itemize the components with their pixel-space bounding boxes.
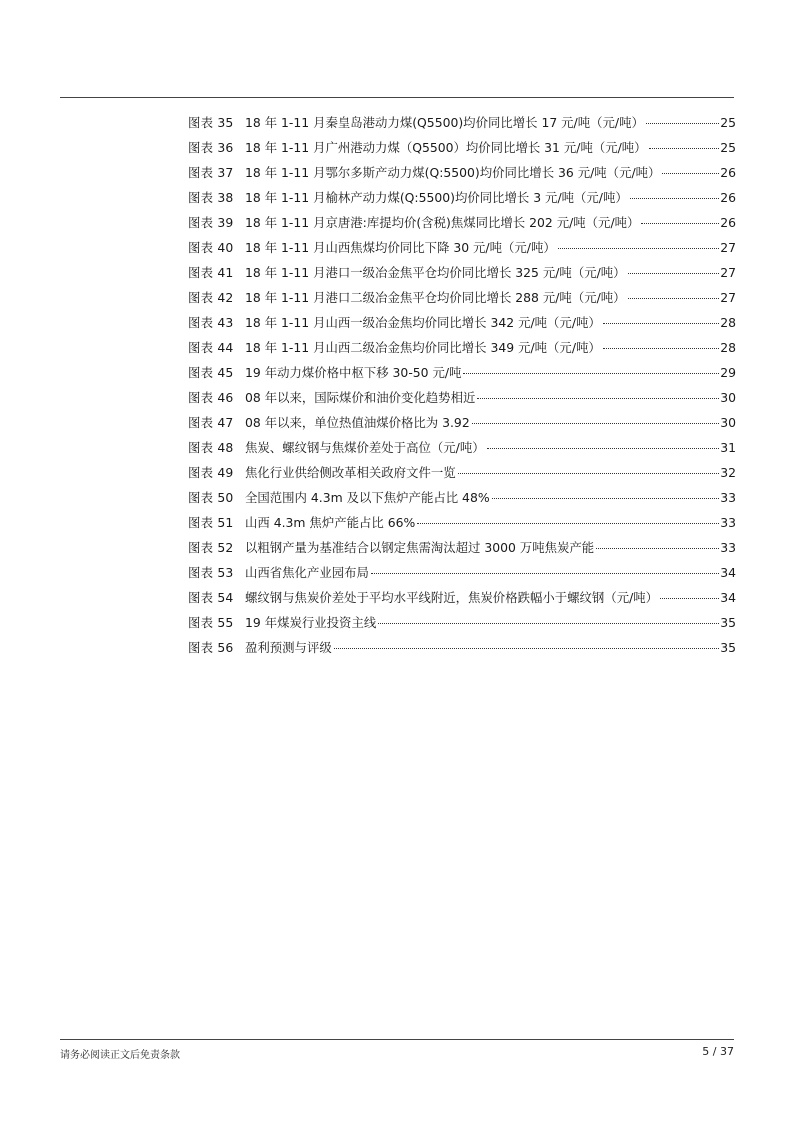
toc-entry[interactable] <box>188 389 736 414</box>
toc-figure-label: 图表 41 <box>188 265 234 280</box>
toc-page-number: 25 <box>720 115 736 130</box>
toc-leader-dots <box>641 223 719 224</box>
toc-figure-label: 图表 51 <box>188 515 234 530</box>
toc-page-number: 28 <box>720 315 736 330</box>
toc-entry[interactable] <box>188 414 736 439</box>
toc-figure-label: 图表 56 <box>188 640 234 655</box>
toc-figure-label: 图表 46 <box>188 390 234 405</box>
toc-entry[interactable] <box>188 464 736 489</box>
toc-leader-dots <box>492 498 720 499</box>
figure-table-of-contents <box>188 114 736 664</box>
toc-figure-label: 图表 55 <box>188 615 234 630</box>
toc-entry[interactable] <box>188 239 736 264</box>
toc-leader-dots <box>603 323 719 324</box>
toc-figure-label: 图表 49 <box>188 465 234 480</box>
toc-figure-label: 图表 39 <box>188 215 234 230</box>
toc-page-number: 33 <box>720 490 736 505</box>
toc-page-number: 30 <box>720 415 736 430</box>
toc-leader-dots <box>662 173 719 174</box>
toc-figure-label: 图表 54 <box>188 590 234 605</box>
toc-entry[interactable] <box>188 114 736 139</box>
toc-page-number: 27 <box>720 290 736 305</box>
toc-figure-label: 图表 50 <box>188 490 234 505</box>
toc-figure-title: 19 年煤炭行业投资主线 <box>245 615 377 630</box>
toc-entry[interactable] <box>188 439 736 464</box>
toc-page-number: 26 <box>720 165 736 180</box>
toc-leader-dots <box>378 623 719 624</box>
toc-figure-label: 图表 42 <box>188 290 234 305</box>
toc-entry[interactable] <box>188 514 736 539</box>
toc-leader-dots <box>477 398 719 399</box>
toc-figure-label: 图表 52 <box>188 540 234 555</box>
toc-leader-dots <box>646 123 719 124</box>
toc-entry[interactable] <box>188 364 736 389</box>
toc-figure-title: 18 年 1-11 月榆林产动力煤(Q:5500)均价同比增长 3 元/吨（元/吨） <box>245 190 628 205</box>
toc-figure-title: 焦炭、螺纹钢与焦煤价差处于高位（元/吨） <box>245 440 485 455</box>
toc-figure-title: 全国范围内 4.3m 及以下焦炉产能占比 48% <box>245 490 490 505</box>
toc-leader-dots <box>463 373 719 374</box>
toc-figure-title: 18 年 1-11 月山西二级冶金焦均价同比增长 349 元/吨（元/吨） <box>245 340 601 355</box>
toc-figure-label: 图表 37 <box>188 165 234 180</box>
toc-figure-label: 图表 43 <box>188 315 234 330</box>
toc-page-number: 35 <box>720 615 736 630</box>
toc-figure-title: 18 年 1-11 月秦皇岛港动力煤(Q5500)均价同比增长 17 元/吨（元/吨） <box>245 115 644 130</box>
toc-leader-dots <box>628 298 720 299</box>
toc-figure-title: 18 年 1-11 月山西一级冶金焦均价同比增长 342 元/吨（元/吨） <box>245 315 601 330</box>
toc-entry[interactable] <box>188 139 736 164</box>
toc-page-number: 30 <box>720 390 736 405</box>
toc-entry[interactable] <box>188 339 736 364</box>
toc-figure-label: 图表 38 <box>188 190 234 205</box>
toc-entry[interactable] <box>188 489 736 514</box>
toc-page-number: 34 <box>720 565 736 580</box>
toc-page-number: 33 <box>720 515 736 530</box>
toc-leader-dots <box>458 473 720 474</box>
toc-leader-dots <box>487 448 720 449</box>
toc-page-number: 26 <box>720 190 736 205</box>
toc-entry[interactable] <box>188 539 736 564</box>
toc-leader-dots <box>628 273 720 274</box>
toc-page-number: 25 <box>720 140 736 155</box>
toc-figure-title: 18 年 1-11 月山西焦煤均价同比下降 30 元/吨（元/吨） <box>245 240 556 255</box>
footer-rule <box>60 1039 734 1040</box>
toc-leader-dots <box>371 573 719 574</box>
toc-page-number: 34 <box>720 590 736 605</box>
toc-figure-title: 螺纹钢与焦炭价差处于平均水平线附近，焦炭价格跌幅小于螺纹钢（元/吨） <box>245 590 659 605</box>
toc-leader-dots <box>417 523 719 524</box>
toc-figure-label: 图表 48 <box>188 440 234 455</box>
toc-page-number: 27 <box>720 265 736 280</box>
toc-leader-dots <box>630 198 719 199</box>
toc-entry[interactable] <box>188 639 736 664</box>
toc-entry[interactable] <box>188 264 736 289</box>
toc-entry[interactable] <box>188 164 736 189</box>
toc-page-number: 35 <box>720 640 736 655</box>
toc-entry[interactable] <box>188 564 736 589</box>
header-rule <box>60 97 734 98</box>
toc-figure-title: 以粗钢产量为基准结合以钢定焦需淘汰超过 3000 万吨焦炭产能 <box>245 540 595 555</box>
toc-figure-title: 08 年以来，单位热值油煤价格比为 3.92 <box>245 415 470 430</box>
toc-leader-dots <box>603 348 719 349</box>
toc-page-number: 32 <box>720 465 736 480</box>
toc-leader-dots <box>472 423 720 424</box>
toc-figure-title: 18 年 1-11 月港口一级冶金焦平仓均价同比增长 325 元/吨（元/吨） <box>245 265 626 280</box>
toc-figure-title: 19 年动力煤价格中枢下移 30-50 元/吨 <box>245 365 462 380</box>
toc-figure-title: 山西 4.3m 焦炉产能占比 66% <box>245 515 416 530</box>
toc-figure-title: 盈利预测与评级 <box>245 640 332 655</box>
toc-page-number: 33 <box>720 540 736 555</box>
toc-page-number: 29 <box>720 365 736 380</box>
toc-entry[interactable] <box>188 214 736 239</box>
toc-page-number: 31 <box>720 440 736 455</box>
toc-figure-label: 图表 35 <box>188 115 234 130</box>
toc-page-number: 27 <box>720 240 736 255</box>
toc-figure-title: 山西省焦化产业园布局 <box>245 565 369 580</box>
toc-figure-title: 18 年 1-11 月港口二级冶金焦平仓均价同比增长 288 元/吨（元/吨） <box>245 290 626 305</box>
toc-leader-dots <box>660 598 719 599</box>
toc-entry[interactable] <box>188 189 736 214</box>
toc-figure-label: 图表 36 <box>188 140 234 155</box>
toc-leader-dots <box>334 648 719 649</box>
toc-page-number: 28 <box>720 340 736 355</box>
toc-figure-title: 08 年以来，国际煤价和油价变化趋势相近 <box>245 390 476 405</box>
toc-entry[interactable] <box>188 614 736 639</box>
toc-figure-label: 图表 40 <box>188 240 234 255</box>
toc-entry[interactable] <box>188 289 736 314</box>
toc-entry[interactable] <box>188 314 736 339</box>
toc-leader-dots <box>596 548 719 549</box>
footer-page-number: 5 / 37 <box>702 1045 734 1058</box>
toc-figure-title: 18 年 1-11 月京唐港:库提均价(含税)焦煤同比增长 202 元/吨（元/吨） <box>245 215 640 230</box>
toc-leader-dots <box>558 248 719 249</box>
toc-page-number: 26 <box>720 215 736 230</box>
footer-disclaimer: 请务必阅读正文后免责条款 <box>60 1050 180 1061</box>
toc-figure-label: 图表 45 <box>188 365 234 380</box>
toc-figure-label: 图表 44 <box>188 340 234 355</box>
toc-figure-title: 18 年 1-11 月鄂尔多斯产动力煤(Q:5500)均价同比增长 36 元/吨（元/吨） <box>245 165 661 180</box>
toc-entry[interactable] <box>188 589 736 614</box>
toc-figure-title: 焦化行业供给侧改革相关政府文件一览 <box>245 465 456 480</box>
toc-figure-label: 图表 53 <box>188 565 234 580</box>
toc-leader-dots <box>649 148 720 149</box>
toc-figure-label: 图表 47 <box>188 415 234 430</box>
toc-figure-title: 18 年 1-11 月广州港动力煤（Q5500）均价同比增长 31 元/吨（元/吨） <box>245 140 647 155</box>
